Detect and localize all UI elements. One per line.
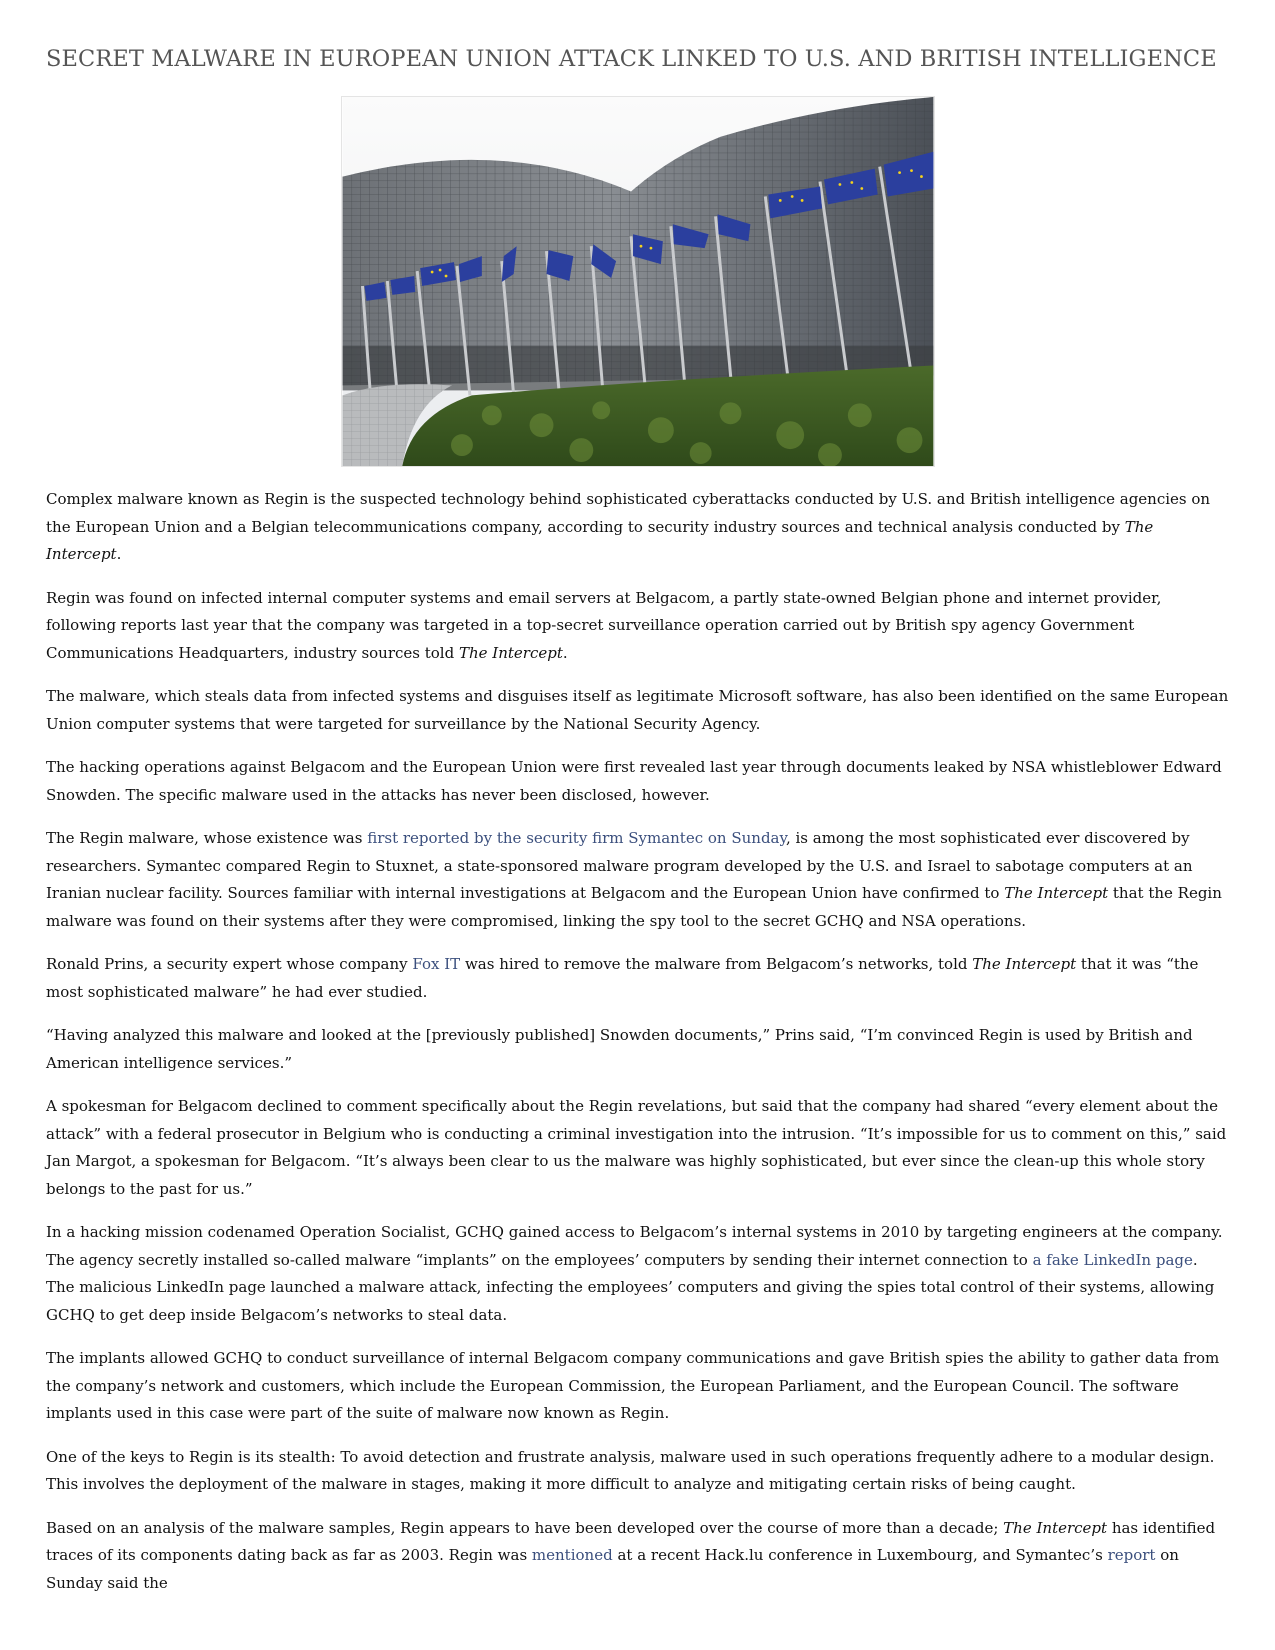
publication-name: The Intercept bbox=[1004, 884, 1109, 902]
text-span: Based on an analysis of the malware samples, Regin appears to have been developed over the course of more than a decade; bbox=[46, 1518, 1004, 1537]
symantec-report-link-2[interactable]: report bbox=[1107, 1546, 1156, 1564]
hero-image-eu-commission-building bbox=[341, 96, 935, 467]
text-span: on Sunday said the bbox=[46, 1546, 1179, 1592]
symantec-report-link[interactable]: first reported by the security firm Symantec on Sunday bbox=[367, 829, 786, 847]
text-span: was hired to remove the malware from Belgacom’s networks, told bbox=[460, 955, 973, 973]
paragraph-10: The implants allowed GCHQ to conduct surveillance of internal Belgacom company communications and gave British spies the ability to gather data from the company’s network and customers, which include the European Commission, the European Parliament, and the European Council. The software implants used in this case were part of the suite of malware now known as Regin. bbox=[46, 1349, 1220, 1422]
text-span: Complex malware known as Regin is the suspected technology behind sophisticated cyberattacks conducted by U.S. and British intelligence agencies on the European Union and a Belgian telecommunications company, according to security industry sources and technical analysis conducted by bbox=[46, 490, 1211, 536]
paragraph-5 bbox=[46, 825, 1230, 935]
paragraph-12 bbox=[46, 1515, 1230, 1598]
paragraph-6 bbox=[46, 951, 1230, 1006]
article-headline: SECRET MALWARE IN EUROPEAN UNION ATTACK LINKED TO U.S. AND BRITISH INTELLIGENCE bbox=[46, 46, 1217, 72]
paragraph-7: “Having analyzed this malware and looked at the [previously published] Snowden documents,” Prins said, “I’m convinced Regin is used by British and American intelligence services.” bbox=[46, 1026, 1193, 1072]
text-span: . The malicious LinkedIn page launched a malware attack, infecting the employees’ computers and giving the spies total control of their systems, allowing GCHQ to get deep inside Belgacom’s networks to steal data. bbox=[46, 1250, 1215, 1324]
text-span: Regin was found on infected internal computer systems and email servers at Belgacom, a partly state-owned Belgian phone and internet provider, following reports last year that the company was targeted in a top-secret surveillance operation carried out by British spy agency Government Communications Headquarters, industry sources told bbox=[46, 588, 1162, 662]
text-span: has identified traces of its components dating back as far as 2003. Regin was bbox=[46, 1518, 1216, 1564]
text-span: In a hacking mission codenamed Operation Socialist, GCHQ gained access to Belgacom’s internal systems in 2010 by targeting engineers at the company. The agency secretly installed so-called malware “implants” on the employees’ computers by sending their internet connection to bbox=[46, 1223, 1223, 1269]
paragraph-1 bbox=[46, 486, 1230, 569]
paragraph-3: The malware, which steals data from infected systems and disguises itself as legitimate Microsoft software, has also been identified on the same European Union computer systems that were targeted for surveillance by the National Security Agency. bbox=[46, 687, 1229, 733]
paragraph-2 bbox=[46, 585, 1230, 668]
fox-it-link[interactable]: Fox IT bbox=[412, 955, 461, 973]
text-span: The Regin malware, whose existence was bbox=[46, 829, 368, 847]
paragraph-9 bbox=[46, 1219, 1230, 1329]
article-body bbox=[46, 486, 1230, 1613]
publication-name: The Intercept bbox=[46, 517, 1154, 563]
publication-name: The Intercept bbox=[972, 955, 1077, 973]
fake-linkedin-page-link[interactable]: a fake LinkedIn page bbox=[1032, 1250, 1193, 1269]
text-span: , is among the most sophisticated ever discovered by researchers. Symantec compared Regin to Stuxnet, a state-sponsored malware program developed by the U.S. and Israel to sabotage computers at an Iranian nuclear facility. Sources familiar with internal investigations at Belgacom and the European Union have confirmed to bbox=[46, 829, 1193, 902]
text-span: that it was “the most sophisticated malware” he had ever studied. bbox=[46, 955, 1199, 1001]
paragraph-11: One of the keys to Regin is its stealth: To avoid detection and frustrate analysis, malware used in such operations frequently adhere to a modular design. This involves the deployment of the malware in stages, making it more difficult to analyze and mitigating certain risks of being caught. bbox=[46, 1447, 1215, 1493]
text-span: . bbox=[562, 643, 568, 662]
text-span: . bbox=[116, 545, 122, 563]
publication-name: The Intercept bbox=[458, 643, 563, 662]
hacklu-mention-link[interactable]: mentioned bbox=[531, 1546, 613, 1564]
text-span: at a recent Hack.lu conference in Luxembourg, and Symantec’s bbox=[612, 1546, 1108, 1564]
text-span: that the Regin malware was found on their systems after they were compromised, linking the spy tool to the secret GCHQ and NSA operations. bbox=[46, 884, 1222, 930]
paragraph-4: The hacking operations against Belgacom and the European Union were first revealed last year through documents leaked by NSA whistleblower Edward Snowden. The specific malware used in the attacks has never been disclosed, however. bbox=[46, 758, 1222, 804]
text-span: Ronald Prins, a security expert whose company bbox=[46, 955, 413, 973]
paragraph-8: A spokesman for Belgacom declined to comment specifically about the Regin revelations, but said that the company had shared “every element about the attack” with a federal prosecutor in Belgium who is conducting a criminal investigation into the intrusion. “It’s impossible for us to comment on this,” said Jan Margot, a spokesman for Belgacom. “It’s always been clear to us the malware was highly sophisticated, but ever since the clean-up this whole story belongs to the past for us.” bbox=[46, 1097, 1227, 1198]
publication-name: The Intercept bbox=[1003, 1518, 1108, 1537]
